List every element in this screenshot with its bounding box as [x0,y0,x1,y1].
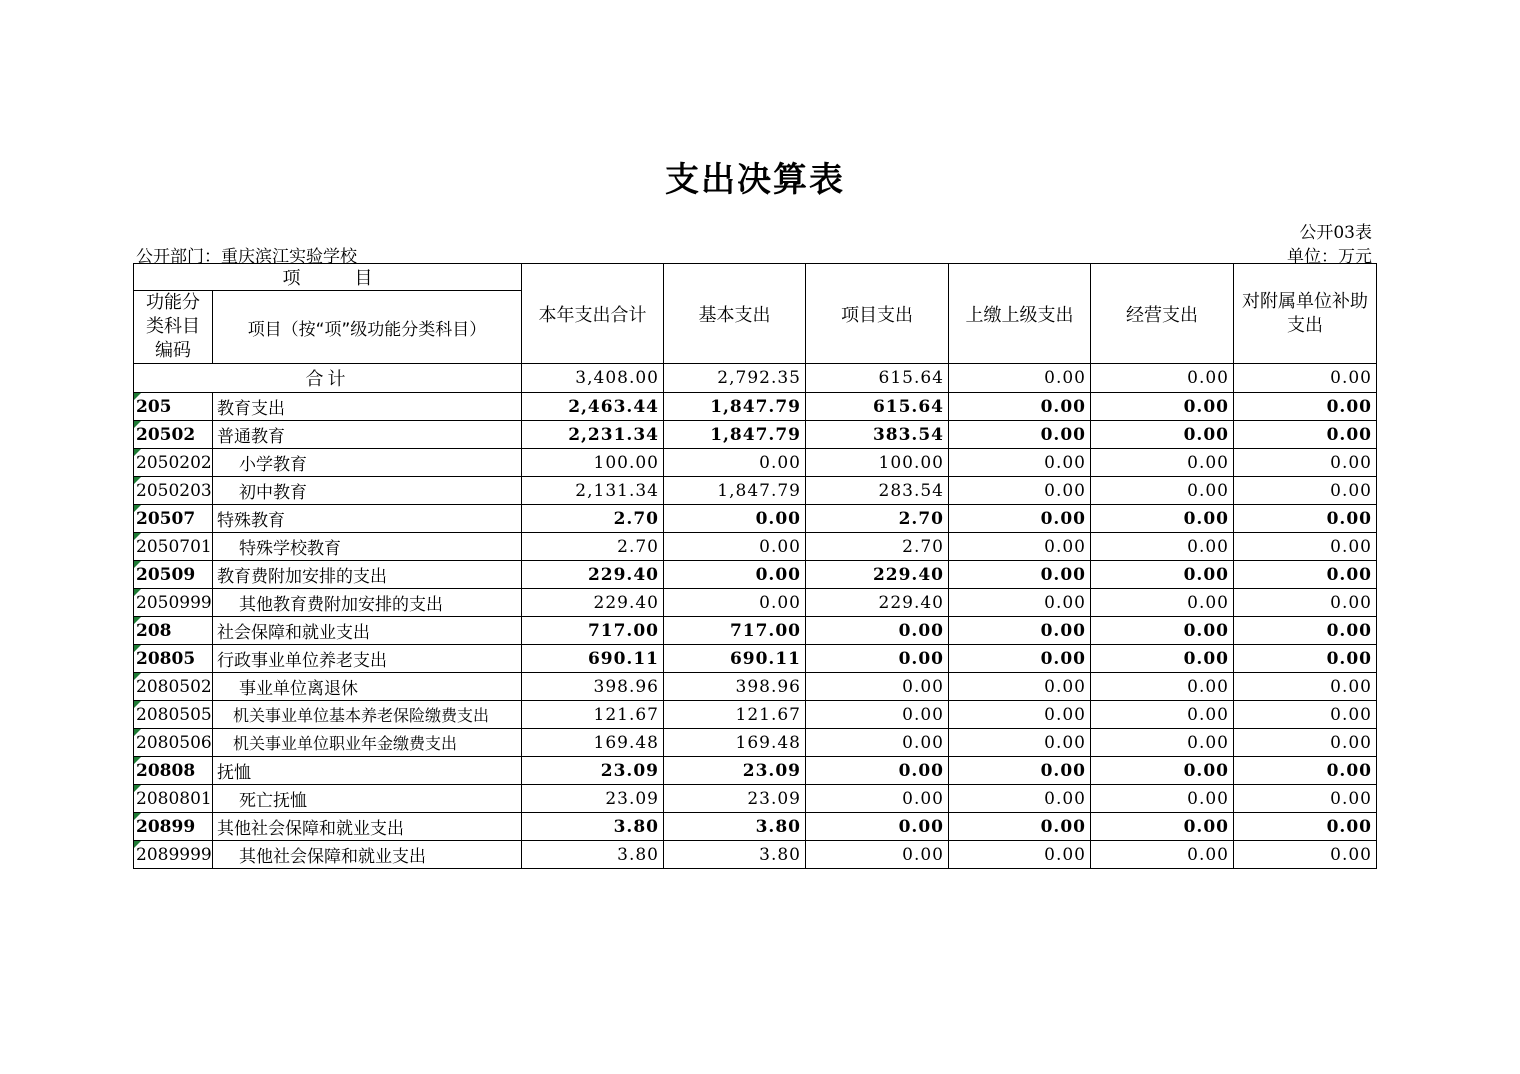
row-code: 205 [134,393,213,421]
row-value: 615.64 [806,393,949,421]
row-value: 0.00 [1234,617,1377,645]
row-value: 3.80 [522,841,664,869]
row-value: 0.00 [806,673,949,701]
total-value: 0.00 [1234,364,1377,393]
row-value: 0.00 [949,841,1091,869]
row-value: 3.80 [522,813,664,841]
header-superior: 上缴上级支出 [949,264,1091,364]
row-value: 0.00 [1091,561,1234,589]
row-value: 0.00 [1091,617,1234,645]
row-value: 690.11 [664,645,806,673]
row-value: 0.00 [1234,589,1377,617]
row-value: 0.00 [1234,477,1377,505]
row-value: 398.96 [664,673,806,701]
row-value: 3.80 [664,813,806,841]
row-value: 0.00 [1234,701,1377,729]
row-value: 23.09 [522,757,664,785]
table-row [134,589,1377,617]
row-name: 社会保障和就业支出 [213,617,522,645]
row-value: 121.67 [522,701,664,729]
row-value: 0.00 [664,561,806,589]
table-row [134,617,1377,645]
table-row [134,533,1377,561]
row-code: 20509 [134,561,213,589]
row-value: 383.54 [806,421,949,449]
row-value: 0.00 [664,533,806,561]
row-value: 2.70 [806,533,949,561]
row-value: 0.00 [1091,533,1234,561]
row-name: 行政事业单位养老支出 [213,645,522,673]
row-value: 0.00 [1091,645,1234,673]
row-value: 3.80 [664,841,806,869]
row-value: 2,463.44 [522,393,664,421]
row-value: 0.00 [949,617,1091,645]
row-value: 0.00 [1234,813,1377,841]
row-value: 690.11 [522,645,664,673]
row-value: 0.00 [1091,393,1234,421]
row-value: 0.00 [806,645,949,673]
row-value: 0.00 [806,617,949,645]
row-code: 20805 [134,645,213,673]
table-row [134,421,1377,449]
row-name: 机关事业单位基本养老保险缴费支出 [213,701,522,729]
row-code: 20808 [134,757,213,785]
row-value: 2.70 [522,533,664,561]
row-value: 1,847.79 [664,421,806,449]
department-label: 公开部门：重庆滨江实验学校 [136,247,357,267]
header-item-group: 项 目 [134,264,522,291]
row-value: 0.00 [664,589,806,617]
table-row [134,785,1377,813]
row-code: 208 [134,617,213,645]
header-total: 本年支出合计 [522,264,664,364]
row-value: 0.00 [949,729,1091,757]
form-number: 公开03表 [1299,223,1372,243]
row-value: 0.00 [1234,785,1377,813]
total-row [134,364,1377,393]
table-row [134,813,1377,841]
table-row [134,673,1377,701]
row-value: 100.00 [806,449,949,477]
row-code: 2050202 [134,449,213,477]
total-value: 0.00 [949,364,1091,393]
row-value: 0.00 [1091,505,1234,533]
row-value: 0.00 [949,421,1091,449]
row-value: 0.00 [949,701,1091,729]
row-value: 0.00 [1234,449,1377,477]
row-name: 事业单位离退休 [213,673,522,701]
row-value: 0.00 [806,841,949,869]
row-value: 23.09 [664,785,806,813]
header-basic: 基本支出 [664,264,806,364]
row-value: 0.00 [1234,561,1377,589]
row-name: 死亡抚恤 [213,785,522,813]
row-value: 0.00 [806,701,949,729]
row-value: 1,847.79 [664,393,806,421]
row-code: 2050999 [134,589,213,617]
row-value: 0.00 [1091,785,1234,813]
row-value: 0.00 [949,589,1091,617]
row-value: 0.00 [949,561,1091,589]
row-value: 0.00 [1234,729,1377,757]
header-project: 项目支出 [806,264,949,364]
unit-label: 单位：万元 [1287,247,1372,267]
row-code: 2080505 [134,701,213,729]
row-value: 0.00 [1234,757,1377,785]
row-value: 100.00 [522,449,664,477]
table-row [134,841,1377,869]
row-value: 0.00 [1234,841,1377,869]
row-name: 初中教育 [213,477,522,505]
row-value: 398.96 [522,673,664,701]
table-row [134,505,1377,533]
row-value: 0.00 [949,757,1091,785]
row-value: 0.00 [1091,813,1234,841]
row-code: 2089999 [134,841,213,869]
row-value: 0.00 [949,393,1091,421]
row-value: 0.00 [664,449,806,477]
total-label: 合计 [134,364,522,393]
table-row [134,729,1377,757]
row-name: 普通教育 [213,421,522,449]
header-row-1 [134,264,1377,291]
row-value: 0.00 [1091,729,1234,757]
row-code: 20507 [134,505,213,533]
row-name: 特殊教育 [213,505,522,533]
row-value: 2.70 [522,505,664,533]
table-row [134,393,1377,421]
row-value: 229.40 [522,589,664,617]
row-value: 0.00 [806,785,949,813]
row-value: 0.00 [949,449,1091,477]
header-code: 功能分类科目编码 [134,291,213,364]
row-value: 0.00 [1091,421,1234,449]
row-value: 0.00 [1234,421,1377,449]
row-value: 717.00 [522,617,664,645]
row-value: 0.00 [949,645,1091,673]
table-row [134,477,1377,505]
row-name: 小学教育 [213,449,522,477]
row-value: 2,131.34 [522,477,664,505]
total-value: 2,792.35 [664,364,806,393]
expenditure-table [133,263,1377,869]
row-code: 20899 [134,813,213,841]
row-value: 0.00 [949,477,1091,505]
table-row [134,449,1377,477]
row-value: 0.00 [806,729,949,757]
row-value: 0.00 [949,673,1091,701]
row-value: 0.00 [949,813,1091,841]
row-value: 0.00 [1234,673,1377,701]
row-name: 教育支出 [213,393,522,421]
row-code: 2080502 [134,673,213,701]
row-value: 0.00 [1091,757,1234,785]
row-name: 其他教育费附加安排的支出 [213,589,522,617]
table-row [134,645,1377,673]
row-value: 0.00 [949,533,1091,561]
total-value: 3,408.00 [522,364,664,393]
row-value: 0.00 [1091,841,1234,869]
row-value: 1,847.79 [664,477,806,505]
row-value: 169.48 [664,729,806,757]
row-value: 0.00 [949,785,1091,813]
header-business: 经营支出 [1091,264,1234,364]
row-value: 229.40 [806,561,949,589]
row-name: 其他社会保障和就业支出 [213,841,522,869]
row-value: 0.00 [1091,589,1234,617]
row-code: 2080506 [134,729,213,757]
row-value: 229.40 [522,561,664,589]
row-code: 2080801 [134,785,213,813]
row-name: 教育费附加安排的支出 [213,561,522,589]
row-value: 0.00 [1091,673,1234,701]
row-value: 0.00 [1091,477,1234,505]
table-row [134,561,1377,589]
row-value: 229.40 [806,589,949,617]
header-subsidiary: 对附属单位补助支出 [1234,264,1377,364]
row-value: 169.48 [522,729,664,757]
row-value: 0.00 [949,505,1091,533]
row-name: 特殊学校教育 [213,533,522,561]
row-value: 0.00 [1234,393,1377,421]
row-code: 2050701 [134,533,213,561]
row-value: 121.67 [664,701,806,729]
row-value: 0.00 [1091,449,1234,477]
total-value: 615.64 [806,364,949,393]
table-row [134,757,1377,785]
row-code: 20502 [134,421,213,449]
row-name: 机关事业单位职业年金缴费支出 [213,729,522,757]
header-name: 项目（按“项”级功能分类科目） [213,291,522,364]
row-value: 0.00 [806,757,949,785]
table-row [134,701,1377,729]
row-value: 0.00 [1234,533,1377,561]
row-name: 抚恤 [213,757,522,785]
row-name: 其他社会保障和就业支出 [213,813,522,841]
row-value: 0.00 [806,813,949,841]
row-code: 2050203 [134,477,213,505]
total-value: 0.00 [1091,364,1234,393]
row-value: 2.70 [806,505,949,533]
row-value: 283.54 [806,477,949,505]
row-value: 0.00 [1091,701,1234,729]
row-value: 23.09 [664,757,806,785]
page-title: 支出决算表 [665,160,845,200]
row-value: 2,231.34 [522,421,664,449]
row-value: 0.00 [664,505,806,533]
row-value: 717.00 [664,617,806,645]
row-value: 23.09 [522,785,664,813]
row-value: 0.00 [1234,505,1377,533]
row-value: 0.00 [1234,645,1377,673]
